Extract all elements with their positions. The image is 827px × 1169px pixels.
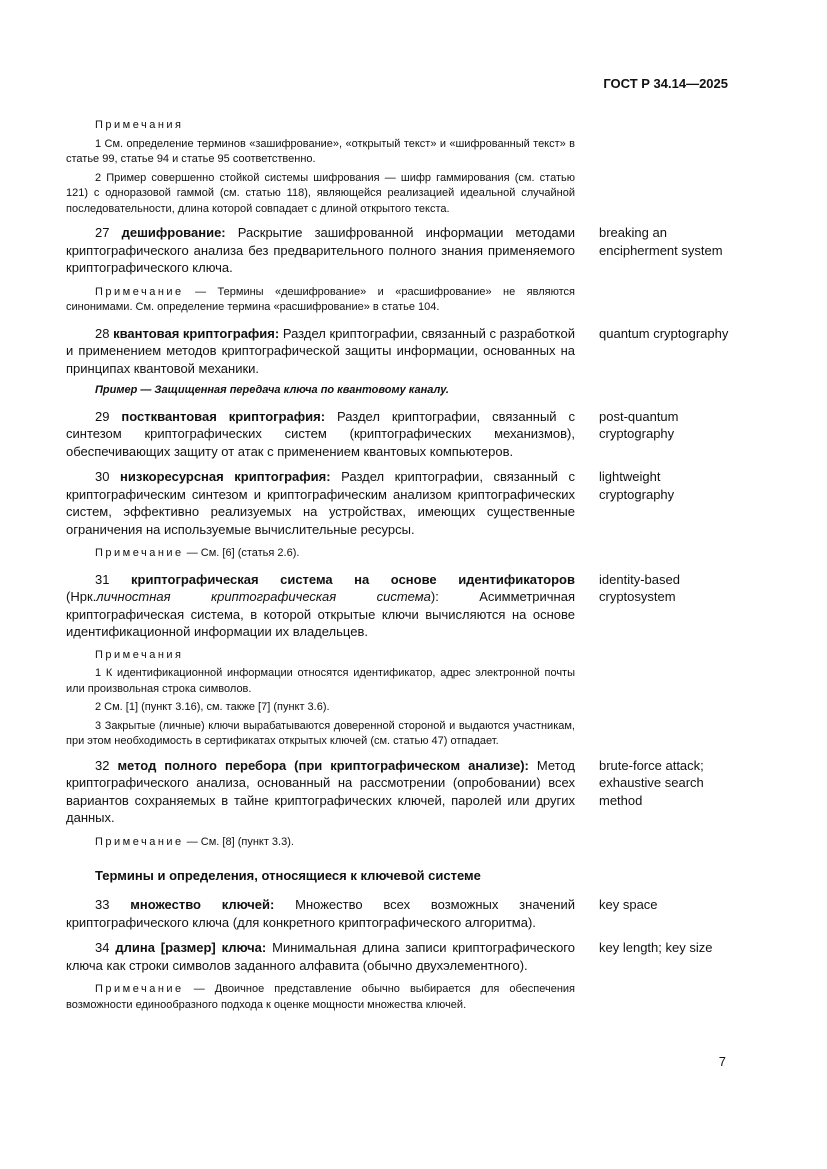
term-definition: [66, 408, 575, 461]
notes-heading: Примечания: [95, 648, 184, 661]
english-equivalent: lightweight cryptography: [599, 469, 675, 502]
example-28: [66, 383, 730, 399]
definition-text: Метод криптографического анализа, основанный на рассмотрении (опробовании) всех вариантов сохраняемых в тайне криптографических ключей, паролей или других данных.: [66, 757, 575, 825]
term-name: метод полного перебора (при криптографическом анализе):: [117, 757, 529, 773]
term-definition: [66, 896, 575, 931]
term-number: 28: [95, 325, 110, 341]
note-30: [66, 546, 730, 562]
term-entry-32: [66, 757, 730, 827]
term-name: криптографическая система на основе идентификаторов: [131, 571, 575, 587]
term-number: 31: [95, 571, 110, 587]
term-number: 33: [95, 897, 110, 912]
note-32: [66, 835, 730, 851]
term-entry-30: [66, 468, 730, 538]
note-27: [66, 285, 730, 316]
term-number: 27: [95, 225, 110, 240]
note-text: — См. [8] (пункт 3.3).: [186, 835, 294, 848]
note-item: 3 Закрытые (личные) ключи вырабатываются доверенной стороной и выдаются участникам, при этом необходимость в сертификатах открытых ключей (см. статью 47) отпадает.: [66, 719, 575, 747]
definition-text: Множество всех возможных значений криптографического ключа (для конкретного криптографического алгоритма).: [66, 897, 575, 930]
term-definition: [66, 224, 575, 277]
definition-text: Раздел криптографии, связанный с синтезом криптографических систем (криптографических механизмов), обеспечивающих защиту от атак с применением квантовых компьютеров.: [66, 408, 575, 459]
notes-heading: Примечания: [95, 119, 184, 131]
note-label: Примечание: [95, 547, 184, 559]
note-item: 1 См. определение терминов «зашифрование», «открытый текст» и «шифрованный текст» в статье 99, статье 94 и статье 95 соответственно.: [66, 137, 575, 165]
definition-text: Минимальная длина записи криптографического ключа как строки символов заданного алфавита (обычно двухэлементного).: [66, 940, 575, 973]
document-code: ГОСТ Р 34.14—2025: [603, 76, 728, 91]
note-label: Примечание: [95, 835, 184, 848]
page-content: [66, 118, 730, 1013]
english-equivalent: brute-force attack; exhaustive search method: [599, 757, 704, 808]
example-text: Пример — Защищенная передача ключа по квантовому каналу.: [95, 384, 449, 396]
term-name: длина [размер] ключа:: [115, 940, 267, 955]
english-equivalent: breaking an encipherment system: [599, 225, 723, 258]
term-name: множество ключей:: [130, 897, 275, 912]
notes-block-top: [66, 118, 730, 217]
term-number: 32: [95, 757, 110, 773]
note-item: 1 К идентификационной информации относятся идентификатор, адрес электронной почты или произвольная строка символов.: [66, 667, 575, 695]
term-number: 34: [95, 940, 110, 955]
term-name: квантовая криптография:: [113, 325, 280, 341]
note-text: — См. [6] (статья 2.6).: [186, 547, 300, 559]
note-item: 2 См. [1] (пункт 3.16), см. также [7] (пункт 3.6).: [95, 701, 330, 713]
english-equivalent: key length; key size: [599, 940, 713, 955]
term-number: 30: [95, 469, 110, 484]
english-equivalent: post-quantum cryptography: [599, 408, 679, 441]
note-label: Примечание: [95, 983, 184, 995]
term-entry-33: [66, 896, 730, 931]
definition-text: Раздел криптографии, связанный с криптографическим синтезом и криптографическим анализом криптографических систем, эффективно реализуемых на устройствах, имеющих существенные ограничения на используемые вычислительные ресурсы.: [66, 469, 575, 537]
section-title: Термины и определения, относящиеся к ключевой системе: [95, 868, 481, 883]
section-heading: [66, 868, 730, 883]
term-entry-29: [66, 408, 730, 461]
note-text: — Термины «дешифрование» и «расшифрование» не являются синонимами. См. определение термина «расшифрование» в статье 104.: [66, 285, 575, 313]
definition-text: Раздел криптографии, связанный с разработкой и применением методов криптографической защиты информации, основанных на принципах квантовой механики.: [66, 325, 575, 376]
notes-31: [66, 648, 730, 750]
alt-term: личностная криптографическая система: [96, 589, 431, 604]
note-text: — Двоичное представление обычно выбирается для обеспечения возможности единообразного подхода к оценке мощности множества ключей.: [66, 983, 576, 1011]
term-definition: [66, 757, 575, 827]
page-number: 7: [718, 1054, 726, 1069]
term-entry-34: [66, 939, 730, 974]
term-definition: [66, 939, 575, 974]
english-equivalent: key space: [599, 897, 658, 912]
english-equivalent: quantum cryptography: [599, 325, 729, 341]
term-definition: [66, 325, 575, 378]
term-name: низкоресурсная криптография:: [120, 469, 331, 484]
definition-text: Раскрытие зашифрованной информации методами криптографического анализа без предварительного полного знания применяемого криптографического ключа.: [66, 225, 575, 275]
english-equivalent: identity-based cryptosystem: [599, 571, 680, 604]
note-label: Примечание: [95, 285, 184, 298]
note-item: 2 Пример совершенно стойкой системы шифрования — шифр гаммирования (см. статью 121) с одноразовой гаммой (см. статью 118), являющейся реализацией идеальной случайной последовательности, длина которой совпадает с длиной открытого текста.: [66, 171, 575, 215]
term-definition: [66, 571, 575, 641]
term-name: дешифрование:: [121, 225, 226, 240]
term-entry-28: [66, 325, 730, 378]
definition-text: ): Асимметричная криптографическая система, в которой открытые ключи вычисляются на основе идентификационной информации их владельцев.: [66, 589, 576, 639]
note-34: [66, 982, 730, 1013]
term-number: 29: [95, 408, 110, 424]
term-entry-27: [66, 224, 730, 277]
term-entry-31: [66, 571, 730, 641]
term-name: постквантовая криптография:: [121, 408, 326, 424]
alt-prefix: (Нрк.: [66, 589, 97, 604]
term-definition: [66, 468, 575, 538]
